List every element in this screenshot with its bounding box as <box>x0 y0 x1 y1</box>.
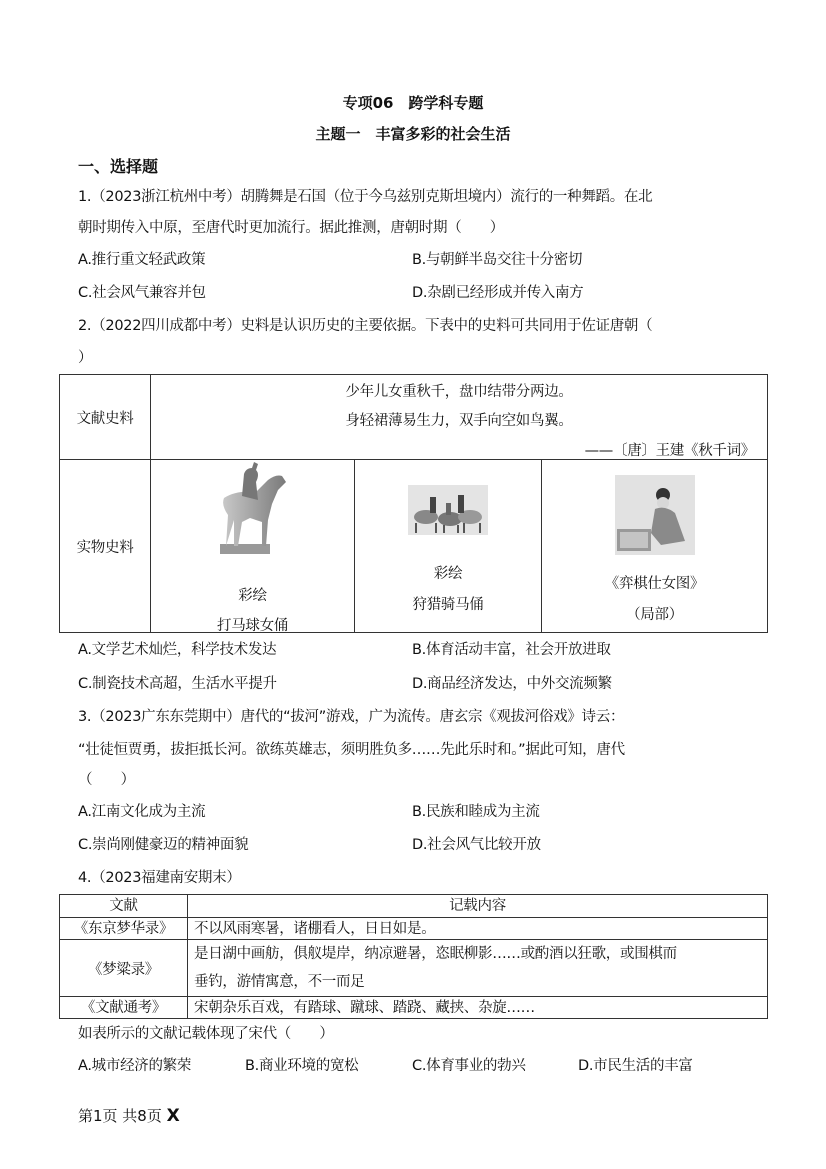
q4-option-c[interactable]: C.体育事业的勃兴 <box>412 1058 526 1074</box>
q4-records-table <box>59 894 768 1019</box>
q4-option-d[interactable]: D.市民生活的丰富 <box>578 1058 693 1074</box>
q3-stem-line2: “壮徒恒贾勇，拔拒抵长河。欲练英雄志，须明胜负多……先此乐时和。”据此可知，唐代 <box>78 742 625 758</box>
poem-line-2: 身轻裙薄易生力，双手向空如鸟翼。 <box>345 413 573 429</box>
doc-title: 专项06 跨学科专题 <box>342 94 484 112</box>
artifact-caption-3b: （局部） <box>626 607 683 623</box>
q3-option-a[interactable]: A.江南文化成为主流 <box>78 804 206 820</box>
q1-option-b[interactable]: B.与朝鲜半岛交往十分密切 <box>412 252 583 268</box>
q1-option-d[interactable]: D.杂剧已经形成并传入南方 <box>412 285 584 301</box>
q2-option-a[interactable]: A.文学艺术灿烂，科学技术发达 <box>78 642 277 658</box>
q2-option-c[interactable]: C.制瓷技术高超，生活水平提升 <box>78 676 277 692</box>
artifact-caption-1b: 打马球女俑 <box>217 618 288 634</box>
row-source: 《梦粱录》 <box>60 940 188 997</box>
row-content: 宋朝杂乐百戏，有踏球、蹴球、踏跷、藏挟、杂旋…… <box>188 997 768 1019</box>
row-content-line: 垂钓，游情寓意，不一而足 <box>194 974 365 990</box>
q4-stem-line1: 4.（2023福建南安期末） <box>78 870 241 886</box>
q1-option-a[interactable]: A.推行重文轻武政策 <box>78 252 206 268</box>
artifact-cell <box>542 460 768 633</box>
section-heading: 一、选择题 <box>78 157 159 176</box>
table-row <box>60 375 768 460</box>
artifact-caption-3a: 《弈棋仕女图》 <box>604 576 705 592</box>
q3-option-d[interactable]: D.社会风气比较开放 <box>412 837 541 853</box>
artifact-cell <box>355 460 542 633</box>
table-row <box>60 460 768 633</box>
q1-option-c[interactable]: C.社会风气兼容并包 <box>78 285 206 301</box>
q1-stem-line2: 朝时期传入中原，至唐代时更加流行。据此推测，唐朝时期（ ） <box>78 220 504 236</box>
artifact-caption-2a: 彩绘 <box>433 566 463 582</box>
q3-option-b[interactable]: B.民族和睦成为主流 <box>412 804 540 820</box>
poem-line-1: 少年儿女重秋千，盘巾结带分两边。 <box>345 384 573 400</box>
poem-source: ——〔唐〕王建《秋千词》 <box>584 443 755 459</box>
q3-stem-line1: 3.（2023广东东莞期中）唐代的“拔河”游戏，广为流传。唐玄宗《观拔河俗戏》诗云： <box>78 709 625 725</box>
q2-stem-line2: ） <box>78 350 93 366</box>
q2-sources-table <box>59 374 768 633</box>
q1-stem-line1: 1.（2023浙江杭州中考）胡腾舞是石国（位于今乌兹别克斯坦境内）流行的一种舞蹈。在北 <box>78 189 653 205</box>
row-content <box>188 940 768 997</box>
row-content-line: 是日湖中画舫，俱舣堤岸，纳凉避暑，恣眠柳影……或酌酒以狂歌，或围棋而 <box>194 946 677 962</box>
q4-option-b[interactable]: B.商业环境的宽松 <box>245 1058 359 1074</box>
header-source: 文献 <box>60 895 188 918</box>
page-number: 第1页 共8页 <box>78 1107 162 1125</box>
page-footer <box>78 1105 180 1126</box>
q2-option-b[interactable]: B.体育活动丰富，社会开放进取 <box>412 642 611 658</box>
q4-option-a[interactable]: A.城市经济的繁荣 <box>78 1058 192 1074</box>
poem-cell <box>151 375 768 460</box>
q4-stem: 如表所示的文献记载体现了宋代（ ） <box>78 1026 334 1042</box>
hunting-horse-riders-image <box>408 485 488 535</box>
row-source: 《文献通考》 <box>60 997 188 1019</box>
row-label-artifacts: 实物史料 <box>60 460 151 633</box>
table-row <box>60 918 768 940</box>
artifact-caption-2b: 狩猎骑马俑 <box>412 597 484 613</box>
row-label-documents: 文献史料 <box>60 375 151 460</box>
q2-stem-line1: 2.（2022四川成都中考）史料是认识历史的主要依据。下表中的史料可共同用于佐证唐朝（ <box>78 318 653 334</box>
footer-mark: X <box>166 1106 180 1126</box>
table-header-row <box>60 895 768 918</box>
row-content: 不以风雨寒暑，诸棚看人，日日如是。 <box>188 918 768 940</box>
table-row <box>60 940 768 997</box>
polo-female-figurine-image <box>206 460 296 560</box>
table-row <box>60 997 768 1019</box>
row-source: 《东京梦华录》 <box>60 918 188 940</box>
q2-option-d[interactable]: D.商品经济发达，中外交流频繁 <box>412 676 612 692</box>
artifact-cell <box>151 460 355 633</box>
q3-option-c[interactable]: C.崇尚刚健豪迈的精神面貌 <box>78 837 249 853</box>
lady-playing-go-painting-image <box>615 475 695 555</box>
q3-stem-line3: （ ） <box>78 772 135 788</box>
header-content: 记载内容 <box>188 895 768 918</box>
artifact-caption-1a: 彩绘 <box>238 588 267 604</box>
doc-subtitle: 主题一 丰富多彩的社会生活 <box>315 125 511 143</box>
